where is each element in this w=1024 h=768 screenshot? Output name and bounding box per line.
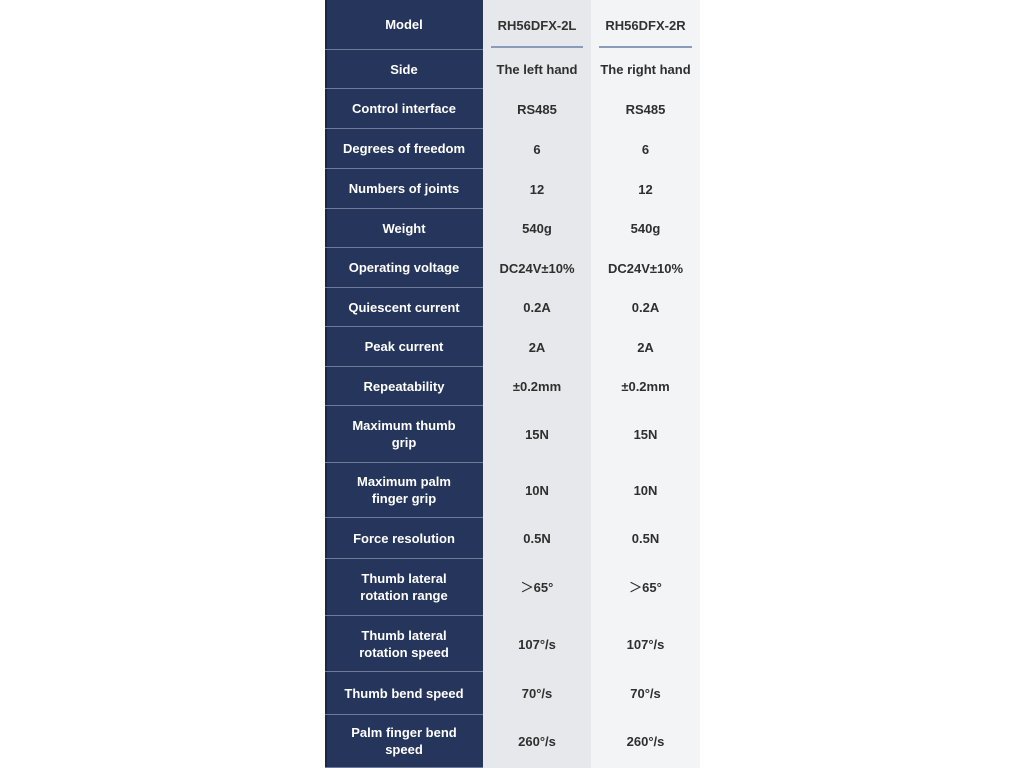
left-value-side: The left hand: [496, 62, 578, 77]
left-value-maximum-thumb-grip: 15N: [525, 427, 549, 442]
left-value-force-resolution: 0.5N: [523, 531, 551, 546]
row-label-thumb-lateral-rotation-speed: Thumb lateral rotation speed: [325, 616, 483, 672]
row-label-thumb-lateral-rotation-range: Thumb lateral rotation range: [325, 559, 483, 616]
row-label-repeatability: Repeatability: [325, 367, 483, 406]
left-value-thumb-bend-speed: 70°/s: [521, 686, 553, 701]
left-value-peak-current: 2A: [528, 339, 546, 355]
right-value-weight: 540g: [630, 221, 661, 236]
right-value-side: The right hand: [600, 62, 691, 77]
row-label-weight: Weight: [325, 209, 483, 248]
row-label-peak-current: Peak current: [325, 327, 483, 367]
row-label-force-resolution: Force resolution: [325, 518, 483, 559]
left-value-quiescent-current: 0.2A: [523, 300, 551, 315]
right-value-peak-current: 2A: [637, 339, 654, 355]
row-label-model: Model: [325, 0, 483, 50]
right-value-thumb-bend-speed: 70°/s: [630, 686, 661, 701]
left-value-repeatability: ±0.2mm: [512, 379, 562, 394]
row-label-control-interface: Control interface: [325, 89, 483, 129]
right-value-palm-finger-bend-speed: 260°/s: [626, 734, 665, 749]
right-value-degrees-of-freedom: 6: [641, 141, 650, 157]
row-label-numbers-of-joints: Numbers of joints: [325, 169, 483, 209]
spec-table: [325, 0, 700, 768]
row-label-maximum-palm-finger-grip: Maximum palm finger grip: [325, 463, 483, 518]
right-value-control-interface: RS485: [625, 101, 666, 117]
right-value-maximum-palm-finger-grip: 10N: [633, 483, 658, 498]
row-label-thumb-bend-speed: Thumb bend speed: [325, 672, 483, 715]
left-value-operating-voltage: DC24V±10%: [499, 260, 575, 276]
right-value-thumb-lateral-rotation-range: ＞65°: [629, 580, 662, 595]
row-label-palm-finger-bend-speed: Palm finger bend speed: [325, 715, 483, 768]
left-value-thumb-lateral-rotation-range: ＞65°: [520, 580, 554, 595]
left-value-weight: 540g: [522, 221, 552, 236]
right-value-operating-voltage: DC24V±10%: [607, 260, 684, 276]
left-value-thumb-lateral-rotation-speed: 107°/s: [518, 636, 556, 652]
left-value-control-interface: RS485: [517, 101, 557, 117]
row-label-maximum-thumb-grip: Maximum thumb grip: [325, 406, 483, 463]
left-value-numbers-of-joints: 12: [529, 181, 545, 197]
row-label-operating-voltage: Operating voltage: [325, 248, 483, 288]
left-value-maximum-palm-finger-grip: 10N: [525, 483, 549, 498]
right-value-thumb-lateral-rotation-speed: 107°/s: [626, 636, 665, 652]
left-value-model: RH56DFX-2L: [483, 0, 591, 50]
row-label-quiescent-current: Quiescent current: [325, 288, 483, 327]
left-value-degrees-of-freedom: 6: [533, 141, 541, 157]
left-value-palm-finger-bend-speed: 260°/s: [518, 734, 556, 749]
right-value-repeatability: ±0.2mm: [621, 379, 670, 394]
right-value-force-resolution: 0.5N: [631, 531, 660, 546]
row-label-degrees-of-freedom: Degrees of freedom: [325, 129, 483, 169]
right-value-quiescent-current: 0.2A: [631, 300, 660, 315]
right-value-numbers-of-joints: 12: [638, 181, 653, 197]
row-label-side: Side: [325, 50, 483, 89]
right-value-model: RH56DFX-2R: [591, 0, 700, 50]
right-value-maximum-thumb-grip: 15N: [633, 427, 658, 442]
